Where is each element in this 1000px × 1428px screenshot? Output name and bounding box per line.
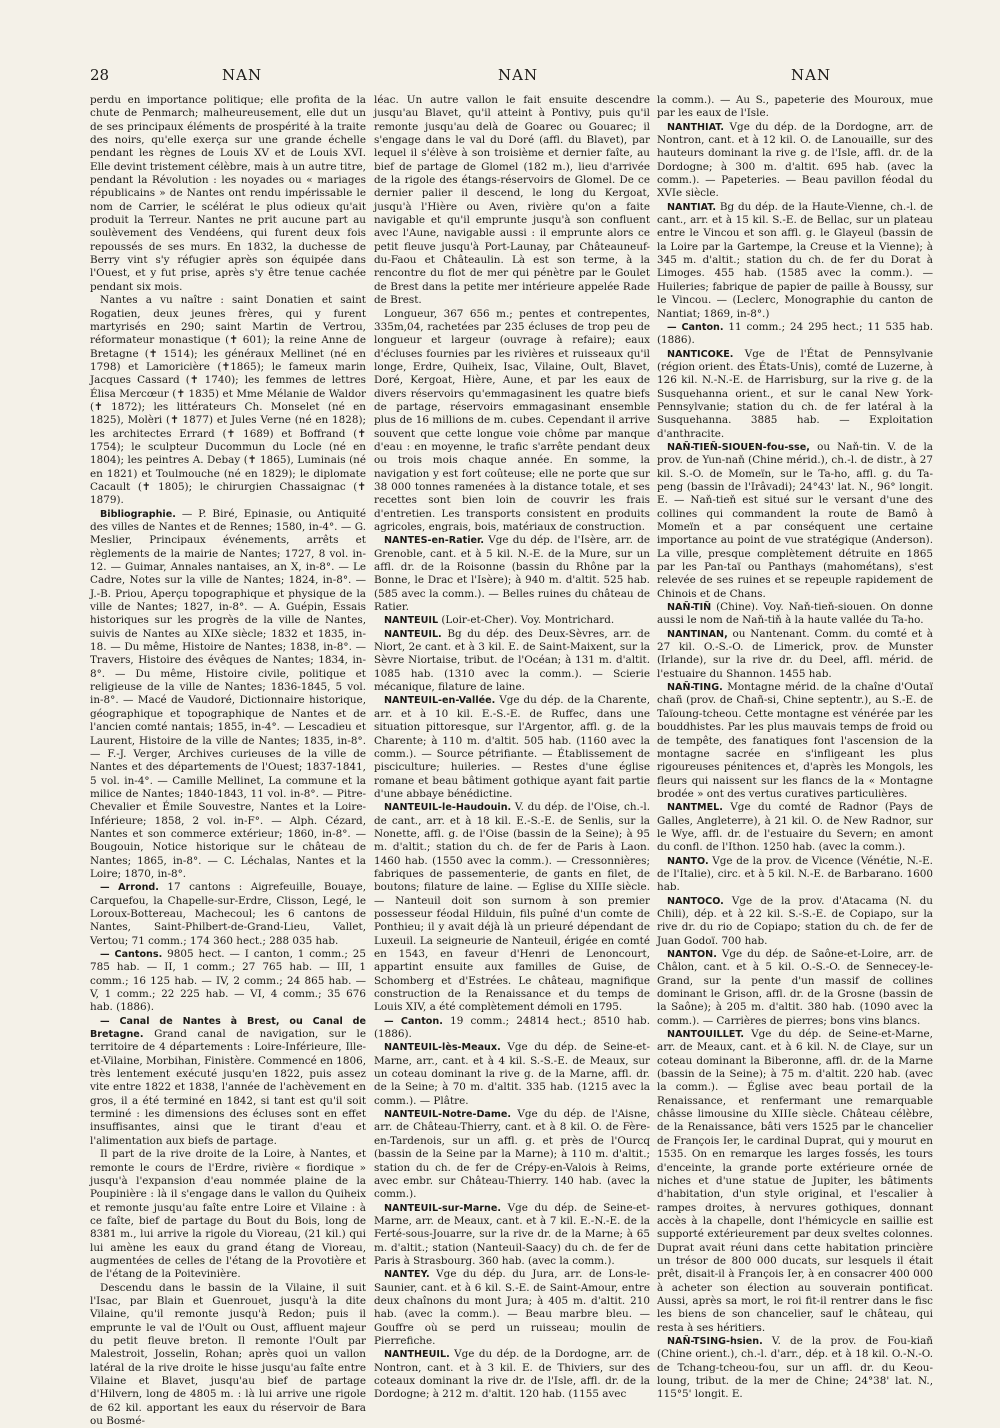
entry-text: Grand canal de navigation, sur le territoire de 4 départements : Loire-Inférieure, Ille-et-Vilaine, Morbihan, Finistère. Commencé en 1806, très lentement exécuté jusqu'en 1822, puis assez vite entre 1822 et 1838, l'année de l'achèvement en gros, il a été terminé en 1842, si tant est qu'il soit terminé : les dimensions des écluses sont en effet insuffisantes, ainsi que le tirant d'eau et l'alimentation aux biefs de partage.	[90, 1028, 366, 1147]
dictionary-entry	[90, 94, 366, 294]
entry-text: V. du dép. de l'Oise, ch.-l. de cant., arr. et à 18 kil. E.-S.-E. de Senlis, sur la Nonette, affl. g. de l'Oise (bassin de la Seine); à 95 m. d'altit.; station du ch. de fer de Paris à Laon. 1460 hab. (1550 avec la comm.). — Cressonnières; fabriques de passementerie, de gants en filet, de boutons; filature de laine. — Eglise du XIIIe siècle. — Nanteuil doit son surnom à son premier possesseur féodal Hilduin, fils puîné d'un comte de Ponthieu; il y avait déjà là un prieuré dépendant de Luxeuil. La seigneurie de Nanteuil, érigée en comté en 1543, en faveur d'Henri de Lenoncourt, appartint ensuite aux familles de Guise, de Schomberg et d'Estrées. Le château, magnifique construction de la Renaissance et du temps de Louis XIV, a été complètement démoli en 1795.	[374, 801, 650, 1014]
entry-text: Vge du dép. de l'Isère, arr. de Grenoble, cant. et à 5 kil. N.-E. de la Mure, sur un affl. dr. de la Roisonne (bassin du Rhône par la Bonne, le Drac et l'Isère); à 940 m. d'altit. 525 hab. (585 avec la comm.). — Belles ruines du château de Ratier.	[374, 534, 650, 614]
entry-headword: — Canal de Nantes à Brest, ou Canal de Bretagne.	[90, 1015, 366, 1041]
column-left	[90, 94, 367, 1428]
dictionary-entry	[374, 1202, 650, 1269]
entry-headword: NAÑ-TIÑ	[667, 602, 712, 614]
dictionary-entry	[374, 1268, 650, 1348]
dictionary-entry	[657, 1335, 933, 1402]
entry-text: ou Naň-tin. V. de la prov. de Yun-naň (Chine mérid.), ch.-l. de distr., à 27 kil. S.-O. de Momeïn, sur le Ta-ho, affl. g. du Ta-peng (bassin de l'Irâvadi); 24°43' lat. N., 96° longit. E. — Naň-tieň est situé sur le versant d'une des collines qui commandent la route de Bamô à Momeïn et a par conséquent une certaine importance au point de vue stratégique (Anderson). La ville, presque complètement détruite en 1865 par les Pan-taï ou Panthays (mahométans), s'est relevée de ses ruines et se repeuple rapidement de Chinois et de Chans.	[657, 440, 933, 600]
entry-headword: NANTEUIL.	[384, 628, 442, 640]
entry-text: 17 cantons : Aigrefeuille, Bouaye, Carquefou, la Chapelle-sur-Erdre, Clisson, Legé, le Loroux-Bottereau, Machecoul; les 6 cantons de Nantes, Saint-Philbert-de-Grand-Lieu, Vallet, Vertou; 71 comm.; 174 360 hect.; 288 035 hab.	[90, 881, 366, 947]
entry-text: 9805 hect. — I canton, 1 comm.; 25 785 hab. — II, 1 comm.; 27 765 hab. — III, 1 comm.; 16 125 hab. — IV, 2 comm.; 24 865 hab. — V, 1 comm.; 22 225 hab. — VI, 4 comm.; 35 676 hab. (1886).	[90, 948, 367, 1014]
entry-text: Vge du comté de Radnor (Pays de Galles, Angleterre), à 21 kil. O. de New Radnor, sur le Wye, affl. dr. de l'estuaire du Severn; en amont du confl. de l'Ithon. 1250 hab. (avec la comm.).	[657, 801, 933, 854]
entry-text: Longueur, 367 656 m.; pentes et contrepentes, 335m,04, rachetées par 235 écluses de trop peu de longueur et largeur (ouvrage à refaire); eaux d'écluses fournies par les rivières et ruisseaux qu'il longe, Erdre, Quiheix, Isac, Vilaine, Oult, Blavet, Doré, Kergoat, Hière, Aune, et par les eaux de divers réservoirs qu'emmagasinent les quatre biefs de partage, réservoirs emmagasinant ensemble plus de 16 millions de m. cubes. Cependant il arrive souvent que cette longue voie chôme par manque d'eau : en moyenne, le trafic s'arrête pendant deux ou trois mois chaque année. En somme, la navigation y est fort coûteuse; elle ne porte que sur 38 000 tonnes ramenées à la distance totale, et ses recettes sont bien loin de couvrir les frais d'entretien. Les transports consistent en produits agricoles, engrais, bois, matériaux de construction.	[374, 307, 650, 533]
entry-text: Vge de la prov. de Vicence (Vénétie, N.-E. de l'Italie), circ. et à 5 kil. N.-E. de Barbarano. 1600 hab.	[657, 854, 933, 894]
dictionary-entry	[657, 801, 933, 854]
running-header	[0, 66, 1000, 86]
dictionary-entry	[90, 881, 366, 948]
dictionary-entry	[90, 1015, 366, 1148]
dictionary-entry	[657, 348, 933, 441]
entry-text: (Loir-et-Cher). Voy. Montrichard.	[441, 614, 615, 627]
entry-text: Il part de la rive droite de la Loire, à Nantes, et remonte le cours de l'Erdre, rivière « fiordique » jusqu'à l'expansion d'eau nommée plaine de la Poupinière : là il s'engage dans le vallon du Quiheix et remonte jusqu'au faîte entre Loire et Vilaine : à ce faîte, bief de partage du Bout du Bois, long de 8381 m., lui arrive la rigole du Vioreau, (21 kil.) qui lui amène les eaux du grand étang de Vioreau, augmentées de celles de l'étang de la Provotière et de l'étang de la Poitevinière.	[90, 1148, 366, 1281]
entry-text: ou Nantenant. Comm. du comté et à 27 kil. O.-S.-O. de Limerick, prov. de Munster (Irlande), sur la rive dr. du Deel, affl. mérid. de l'estuaire du Shannon. 1455 hab.	[657, 627, 933, 680]
entry-headword: NANTINAN,	[667, 628, 728, 640]
dictionary-entry	[657, 94, 933, 121]
entry-text: Vge du dép. de la Charente, arr. et à 10 kil. E.-S.-E. de Ruffec, dans une situation pittoresque, sur l'Argentor, affl. g. de la Charente; à 110 m. d'altit. 505 hab. (1160 avec la comm.). — Source pétrifiante. — Établissement de pisciculture; huileries. — Restes d'une église romane et beau bâtiment gothique ayant fait partie d'une abbaye bénédictine.	[374, 694, 650, 800]
dictionary-entry	[374, 1348, 650, 1401]
headword-center: NAN	[498, 66, 539, 84]
entry-headword: NANTEY.	[384, 1269, 430, 1281]
entry-text: perdu en importance politique; elle profita de la chute de Penmarch; malheureusement, elle dut un de ses principaux éléments de prospérité à la traite des noirs, qu'elle exerça sur une grande échelle pendant les règnes de Louis XV et de Louis XVI. Elle devint tristement célèbre, mais à un autre titre, pendant la Révolution : les noyades ou « mariages républicains » de Nantes ont rendu impérissable le nom de Carrier, le scélérat le plus odieux qu'ait produit la Terreur. Nantes ne prit aucune part au soulèvement des Vendéens, qui furent deux fois repoussés de ses murs. En 1832, la duchesse de Berry vint s'y réfugier après son équipée dans l'Ouest, et y fut prise, après s'y être tenue cachée pendant six mois.	[90, 94, 366, 293]
entry-headword: NANTMEL.	[667, 802, 723, 814]
entry-headword: NAÑ-TSING-hsien.	[667, 1335, 763, 1347]
entry-text: Bg du dép. de la Haute-Vienne, ch.-l. de cant., arr. et à 15 kil. S.-E. de Bellac, sur un plateau entre le Vincou et son affl. g. le Glayeul (bassin de la Loire par la Gartempe, la Creuse et la Vienne); à 345 m. d'altit.; station du ch. de fer du Dorat à Limoges. 455 hab. (1585 avec la comm.). — Huileries; fabrique de papier de paille à Boussy, sur le Vincou. — (Leclerc, Monographie du canton de Nantiat; 1869, in-8°.)	[657, 200, 933, 320]
dictionary-entry	[657, 895, 933, 948]
entry-headword: — Canton.	[384, 1015, 443, 1027]
dictionary-entry	[374, 534, 650, 614]
entry-text: Vge du dép. de la Dordogne, arr. de Nontron, cant. et à 12 kil. O. de Lanouaille, sur des hauteurs dominant la rive g. de l'Isle, affl. dr. de la Dordogne; à 300 m. d'altit. 695 hab. (avec la comm.). — Papeteries. — Beau pavillon féodal du XVIe siècle.	[657, 120, 934, 200]
entry-text: Vge du dép. du Jura, arr. de Lons-le-Saunier, cant. et à 6 kil. S.-E. de Saint-Amour, entre deux chaînons du mont Jura; à 405 m. d'altit. 210 hab. (avec la comm.). — Beau marbre bleu. — Gouffre où se perd un ruisseau; moulin de Pierrefiche.	[374, 1268, 650, 1347]
entry-text: léac. Un autre vallon le fait ensuite descendre jusqu'au Blavet, qu'il atteint à Pontivy, puis qu'il remonte jusqu'au delà de Goarec ou Gouarec; il s'engage dans le val du Doré (affl. du Blavet), par lequel il s'élève à son troisième et dernier faîte, au bief de partage de Glomel (182 m.), lieu d'arrivée de la rigole des étangs-réservoirs de Glomel. De ce dernier palier il descend, le long du Kergoat, jusqu'à l'Hière ou Aven, rivière qu'on a faite navigable et qu'il emprunte jusqu'à son confluent avec l'Aune, navigable aussi : il emprunte alors ce petit fleuve jusqu'à Port-Launay, par Châteauneuf-du-Faou et Châteaulin. Là est son terme, à la rencontre du flot de mer qui pénètre par le Goulet de Brest dans la petite mer intérieure appelée Rade de Brest.	[374, 94, 650, 307]
page-number: 28	[90, 66, 110, 84]
entry-headword: NANTEUIL-Notre-Dame.	[384, 1109, 512, 1121]
dictionary-entry	[374, 1015, 650, 1042]
entry-text: la comm.). — Au S., papeterie des Mouroux, mue par les eaux de l'Isle.	[657, 94, 933, 120]
entry-text: Vge du dép. de Saône-et-Loire, arr. de Châlon, cant. et à 5 kil. O.-S.-O. de Sennecey-le-Grand, sur la pente d'un massif de collines dominant le Grison, affl. dr. de la Grosne (bassin de la Saône); à 205 m. d'altit. 380 hab. (1090 avec la comm.). — Carrières de pierres; bons vins blancs.	[657, 948, 933, 1027]
dictionary-entry	[374, 614, 650, 627]
entry-headword: NANTICOKE.	[667, 348, 734, 360]
dictionary-entry	[657, 948, 933, 1028]
entry-headword: NANTHIAT.	[667, 121, 725, 133]
entry-headword: NANTIAT.	[667, 201, 717, 213]
entry-headword: NANTEUIL-le-Haudouin.	[384, 802, 512, 814]
entry-text: Vge de l'État de Pennsylvanie (région orient. des États-Unis), comté de Luzerne, à 126 kil. N.-N.-E. de Harrisburg, sur la rive g. de la Susquehanna orient., et sur le canal New York-Pennsylvanie; station du ch. de fer latéral à la Susquehanna. 3885 hab. — Exploitation d'anthracite.	[657, 347, 933, 440]
dictionary-entry	[90, 1282, 366, 1428]
column-right	[657, 94, 934, 1401]
entry-text: Nantes a vu naître : saint Donatien et saint Rogatien, deux jeunes frères, qui y furent martyrisés en 290; saint Martin de Vertrou, réformateur monastique (✝ 601); la reine Anne de Bretagne (✝ 1514); les généraux Mellinet (né en 1798) et Lamoricière (✝1865); le fameux marin Jacques Cassard (✝ 1740); les femmes de lettres Élisa Mercœur (✝ 1835) et Mme Mélanie de Waldor (✝ 1872); les littérateurs Ch. Monselet (né en 1825), Molèri (✝ 1877) et Jules Verne (né en 1828); les architectes Errard (✝ 1689) et Boffrand (✝ 1754); le sculpteur Ducommun du Locle (né en 1804); les peintres A. Debay (✝ 1865), Luminais (né en 1821) et Toulmouche (né en 1829); le diplomate Cacault (✝ 1805); le chirurgien Chassaignac (✝ 1879).	[90, 294, 366, 507]
dictionary-entry	[657, 855, 933, 895]
entry-text: Bg du dép. des Deux-Sèvres, arr. de Niort, 2e cant. et à 3 kil. E. de Saint-Maixent, sur la Sèvre Niortaise, tribut. de l'Océan; à 131 m. d'altit. 1085 hab. (1310 avec la comm.). — Scierie mécanique, filature de laine.	[374, 627, 650, 694]
entry-text: 19 comm.; 24814 hect.; 8510 hab. (1886).	[374, 1014, 650, 1041]
dictionary-entry	[90, 508, 366, 882]
entry-text: 11 comm.; 24 295 hect.; 11 535 hab. (1886).	[657, 320, 933, 347]
dictionary-entry	[374, 801, 650, 1015]
entry-headword: NANTES-en-Ratier.	[384, 535, 485, 547]
entry-headword: NANTEUIL	[384, 615, 439, 627]
entry-headword: — Canton.	[667, 321, 724, 333]
entry-headword: NANTOUILLET.	[667, 1029, 745, 1041]
dictionary-entry	[657, 1028, 933, 1335]
dictionary-entry	[657, 201, 933, 321]
entry-headword: NANTOCO.	[667, 895, 724, 907]
dictionary-entry	[374, 1041, 650, 1108]
dictionary-entry	[374, 628, 650, 695]
dictionary-entry	[657, 628, 933, 681]
entry-text: Vge du dép. de l'Aisne, arr. de Château-Thierry, cant. et à 8 kil. O. de Fère-en-Tardenois, sur un affl. g. et près de l'Ourcq (bassin de la Seine par la Marne); à 110 m. d'altit.; station du ch. de fer de Crépy-en-Valois à Reims, avec embr. sur Château-Thierry. 140 hab. (avec la comm.).	[374, 1108, 650, 1201]
column-middle	[374, 94, 650, 1401]
dictionary-entry	[657, 321, 933, 348]
entry-headword: NANTO.	[667, 855, 709, 867]
entry-text: Vge de la prov. d'Atacama (N. du Chili), dép. et à 22 kil. S.-S.-E. de Copiapo, sur la rive dr. du rio de Copiapo; station du ch. de fer de Juan Godoï. 700 hab.	[657, 894, 933, 947]
dictionary-entry	[90, 948, 366, 1015]
entry-text: Montagne mérid. de la chaîne d'Outaï chañ (prov. de Chañ-si, Chine septentr.), au S.-E. de Taïoung-tcheou. Cette montagne est vénérée par les bouddhistes. Par les plus mauvais temps de froid ou de tempête, des fanatiques font l'ascension de la montagne sacrée en s'infligeant les plus rigoureuses pénitences et, d'après les Mongols, les fleurs qui naissent sur les flancs de la « Montagne brodée » ont des vertus curatives particulières.	[657, 681, 934, 800]
dictionary-entry	[90, 1148, 366, 1281]
entry-headword: — Arrond.	[100, 882, 159, 894]
dictionary-entry	[657, 681, 933, 801]
entry-text: Vge du dép. de la Dordogne, arr. de Nontron, cant. et à 3 kil. E. de Thiviers, sur des coteaux dominant la rive dr. de l'Isle, affl. dr. de la Dordogne; à 212 m. d'altit. 120 hab. (1155 avec	[374, 1348, 650, 1401]
entry-headword: NANTON.	[667, 949, 717, 960]
dictionary-entry	[657, 601, 933, 628]
entry-headword: NAÑ-TIEÑ-SIOUEN-fou-sse,	[667, 441, 810, 453]
entry-text: Descendu dans le bassin de la Vilaine, il suit l'Isac, par Blain et Guenrouet, jusqu'à la dite Vilaine, qu'il remonte jusqu'à Redon; puis il emprunte le val de l'Oult ou Oust, affluent majeur du petit fleuve breton. Il remonte l'Oult par Malestroit, Josselin, Rohan; après quoi un vallon latéral de la rive droite le hisse jusqu'au faîte entre Vilaine et Blavet, jusqu'au bief de partage d'Hilvern, long de 4805 m. : là lui arrive une rigole de 62 kil. apportant les eaux du réservoir de Bara ou Bosmé-	[90, 1281, 366, 1428]
entry-headword: NANTEUIL-en-Vallée.	[384, 695, 496, 707]
dictionary-entry	[374, 694, 650, 801]
entry-text: Vge du dép. de Seine-et-Marne, arr., cant. et à 4 kil. S.-S.-E. de Meaux, sur un coteau dominant la rive g. de la Marne, affl. dr. de la Seine; à 70 m. d'altit. 335 hab. (1215 avec la comm.). — Plâtre.	[374, 1041, 650, 1107]
headword-left: NAN	[222, 66, 263, 84]
entry-text: (Chine). Voy. Naň-tieň-siouen. On donne aussi le nom de Naň-tiň à la haute vallée du Ta-ho.	[657, 601, 934, 627]
dictionary-entry	[374, 1108, 650, 1201]
dictionary-entry	[374, 308, 650, 535]
dictionary-entry	[90, 294, 366, 508]
entry-text: — P. Biré, Epinasie, ou Antiquité des villes de Nantes et de Rennes; 1580, in-4°. — G. Meslier, Principaux événements, arrêts et règlements de la mairie de Nantes; 1727, 8 vol. in-12. — Guimar, Annales nantaises, an X, in-8°. — Le Cadre, Notes sur la ville de Nantes; 1824, in-8°. — J.-B. Priou, Aperçu topographique et physique de la ville de Nantes; 1827, in-8°. — A. Guépin, Essais historiques sur les progrès de la ville de Nantes, suivis de Nantes au XIXe siècle; 1832 et 1835, in-18. — Du même, Histoire de Nantes; 1838, in-8°. — Travers, Histoire des évêques de Nantes; 1834, in-8°. — Du même, Histoire civile, politique et religieuse de la ville de Nantes; 1836-1845, 5 vol. in-8°. — Macé de Vaudoré, Dictionnaire historique, géographique et topographique de Nantes et de l'ancien comté nantais; 1855, in-4°. — Lescadieu et Laurent, Histoire de la ville de Nantes; 1835, in-8°. — F.-J. Verger, Archives curieuses de la ville de Nantes et des départements de l'Ouest; 1837-1841, 5 vol. in-4°. — Camille Mellinet, La commune et la milice de Nantes; 1840-1843, 11 vol. in-8°. — Pitre-Chevalier et Émile Souvestre, Nantes et la Loire-Inférieure; 1858, 2 vol. in-F°. — Alph. Cézard, Nantes et son commerce extérieur; 1860, in-8°. — Bougouin, Notice historique sur le château de Nantes; 1865, in-8°. — C. Léchalas, Nantes et la Loire; 1870, in-8°.	[90, 507, 366, 880]
entry-text: Vge du dép. de Seine-et-Marne, arr. de Meaux, cant. et à 6 kil. N. de Claye, sur un coteau dominant la Biberonne, affl. dr. de la Marne (bassin de la Seine); à 75 m. d'altit. 220 hab. (avec la comm.). — Église avec beau portail de la Renaissance, et renfermant une remarquable châsse limousine du XIIIe siècle. Château célèbre, de la Renaissance, bâti vers 1525 par le chancelier de François Ier, le cardinal Duprat, qui y mourut en 1535. On en remarque les larges fossés, les tours d'enceinte, la grande porte extérieure ornée de niches et d'une statue de Jupiter, les bâtiments d'habitation, d'un style original, et l'escalier à rampes droites, à nervures gothiques, donnant accès à la chapelle, dont l'hémicycle en saillie est supporté extérieurement par deux sveltes colonnes. Duprat avait réuni dans cette habitation princière un trésor de 800 000 ducats, sur lesquels il était prêt, disait-il à François Ier, à en consacrer 400 000 à acheter son élection au souverain pontificat. Aussi, après sa mort, le roi fit-il rentrer dans le fisc les biens de son chancelier, sauf le château, qui resta à ses héritiers.	[657, 1028, 933, 1334]
dictionary-entry	[374, 94, 650, 308]
entry-headword: NAÑ-TING.	[667, 682, 723, 694]
headword-right: NAN	[791, 66, 832, 84]
entry-text: V. de la prov. de Fou-kiañ (Chine orient.), ch.-l. d'arr., dép. et à 18 kil. O.-N.-O. de Tchang-tcheou-fou, sur un affl. dr. du Keou-loung, tribut. de la mer de Chine; 24°38' lat. N., 115°5' longit. E.	[657, 1334, 933, 1401]
entry-headword: NANTEUIL-lès-Meaux.	[384, 1042, 501, 1054]
entry-headword: Bibliographie.	[100, 508, 176, 520]
entry-headword: NANTHEUIL.	[384, 1349, 450, 1361]
entry-headword: — Cantons.	[100, 949, 163, 960]
entry-headword: NANTEUIL-sur-Marne.	[384, 1202, 502, 1214]
dictionary-entry	[657, 441, 933, 601]
dictionary-entry	[657, 121, 933, 201]
entry-text: Vge du dép. de Seine-et-Marne, arr. de Meaux, cant. et à 7 kil. E.-N.-E. de la Ferté-sous-Jouarre, sur la rive dr. de la Marne; à 65 m. d'altit.; station (Nanteuil-Saacy) du ch. de fer de Paris à Strasbourg. 360 hab. (avec la comm.).	[374, 1201, 650, 1267]
